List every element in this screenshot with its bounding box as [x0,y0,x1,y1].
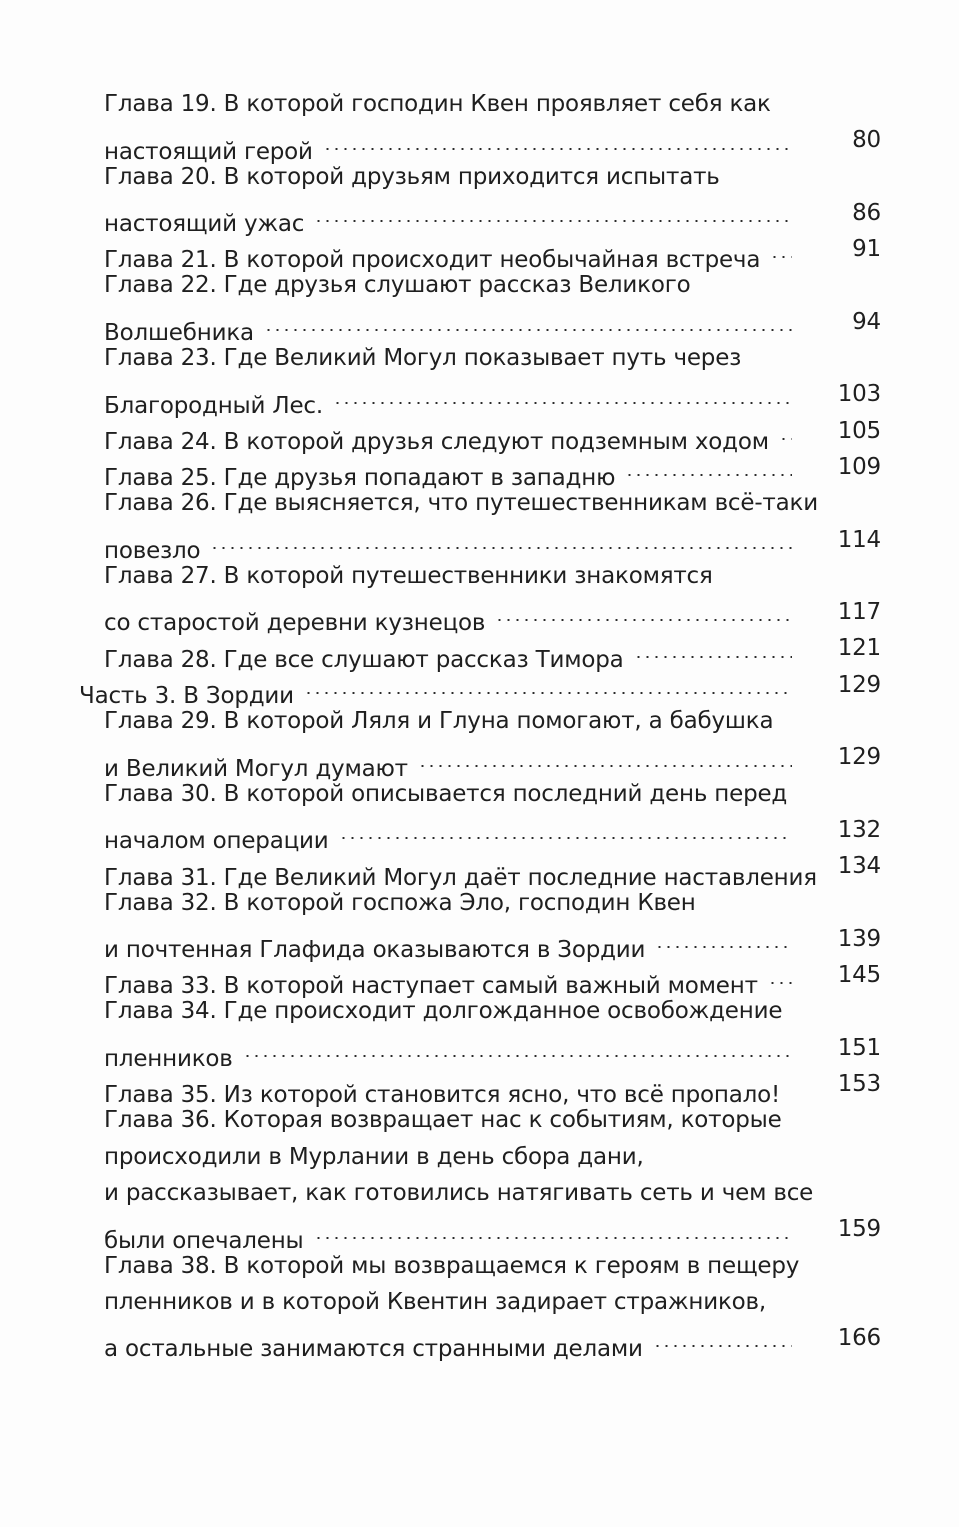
toc-chapter-entry [0,885,959,964]
table-of-contents [0,86,959,1363]
toc-entry-last-line [0,812,959,855]
toc-chapter-entry [0,1102,959,1254]
toc-chapter-entry [0,159,959,238]
toc-entry-last-line [0,1320,959,1363]
toc-entry-last-line [0,304,959,347]
toc-entry-last-line [0,921,959,964]
toc-entry-title-text: а остальные занимаются странными делами [104,1336,643,1363]
toc-entry-last-line [0,630,959,673]
toc-entry-title-text: Глава 28. Где все слушают рассказ Тимора [104,646,624,673]
toc-entry-last-line [0,449,959,492]
toc-chapter-entry [0,1066,959,1109]
toc-entry-title-text: Глава 25. Где друзья попадают в западню [104,465,616,492]
toc-entry-last-line [0,1211,959,1254]
toc-chapter-entry [0,267,959,347]
toc-dot-leader [418,739,792,775]
toc-page-number: 139 [837,925,881,952]
toc-dot-leader [304,667,792,703]
toc-dot-leader [770,231,792,267]
toc-entry-last-line [0,231,959,274]
toc-entry-last-line [0,1030,959,1073]
toc-entry-title-text: Глава 24. В которой друзья следуют подземным ходом [104,428,769,455]
toc-entry-last-line [0,413,959,455]
toc-page-number: 129 [837,744,881,771]
toc-page-number: 91 [852,236,881,263]
toc-chapter-entry [0,993,959,1073]
toc-dot-leader [243,1030,792,1066]
toc-dot-leader [323,122,792,158]
toc-entry-title-line: Глава 19. В которой господин Квен проявляет себя как [104,91,771,117]
toc-page-number: 109 [837,453,881,480]
toc-chapter-entry [0,630,959,673]
toc-chapter-entry [0,485,959,564]
toc-entry-last-line [0,1066,959,1109]
toc-page-number: 129 [837,671,881,698]
toc-entry-title-line: Глава 20. В которой друзьям приходится испытать [104,163,720,190]
toc-entry-title-text: были опечалены [104,1227,304,1254]
toc-entry-title-line: Глава 26. Где выясняется, что путешественникам всё-таки [104,490,818,517]
toc-entry-title-text: Глава 35. Из которой становится ясно, что всё пропало! [104,1082,780,1109]
toc-entry-title-text: Благородный Лес. [104,392,323,419]
toc-entry-last-line [0,376,959,419]
toc-entry-title-text: Волшебника [104,320,254,347]
toc-entry-title-line: Глава 34. Где происходит долгожданное освобождение [104,998,783,1025]
toc-entry-title-text: и Великий Могул думают [104,755,408,782]
toc-dot-leader [495,594,792,630]
toc-entry-title-text: началом операции [104,828,329,855]
toc-dot-leader [339,812,792,848]
toc-entry-title-line: Глава 29. В которой Ляля и Глуна помогают, а бабушка [104,708,774,735]
toc-dot-leader [634,630,792,666]
toc-dot-leader [314,195,792,231]
toc-dot-leader [210,522,792,558]
toc-dot-leader [625,449,792,485]
toc-page-number: 145 [837,962,881,989]
toc-dot-leader [314,1211,793,1247]
toc-chapter-entry [0,848,959,891]
toc-entry-title-text: Часть 3. В Зордии [79,683,294,710]
toc-page-number: 159 [837,1216,881,1243]
toc-entry-last-line [0,195,959,238]
toc-dot-leader [653,1320,792,1356]
toc-page-number: 103 [837,381,881,408]
toc-entry-title-text: настоящий ужас [104,211,305,238]
toc-chapter-entry [0,86,959,165]
toc-entry-title-line: Глава 32. В которой госпожа Эло, господин Квен [104,889,696,916]
toc-chapter-entry [0,1248,959,1363]
toc-page-number: 94 [852,308,881,335]
toc-entry-last-line [0,957,959,1000]
toc-entry-title-text: настоящий герой [104,138,313,165]
toc-chapter-entry [0,340,959,419]
toc-entry-title-line: Глава 27. В которой путешественники знакомятся [104,562,713,589]
toc-page-number: 153 [837,1071,881,1098]
toc-page-number: 134 [837,853,881,880]
toc-entry-last-line [0,667,959,710]
toc-entry-last-line [0,739,959,782]
toc-page-number: 86 [852,199,881,226]
toc-entry-title-text: Глава 33. В которой наступает самый важный момент [104,973,758,1000]
toc-entry-title-line: Глава 22. Где друзья слушают рассказ Великого [104,272,691,299]
toc-chapter-entry [0,703,959,782]
toc-entry-title-line: происходили в Мурлании в день сбора дани, [104,1143,644,1170]
toc-chapter-entry [0,776,959,855]
toc-page-number: 166 [837,1325,881,1352]
toc-dot-leader [264,304,792,340]
toc-dot-leader [779,413,792,449]
toc-entry-last-line [0,594,959,637]
toc-page-number: 132 [837,816,881,843]
toc-entry-title-text: пленников [104,1046,233,1073]
toc-page-number: 151 [837,1034,881,1061]
toc-page-number: 105 [837,417,881,444]
toc-page-number: 117 [837,599,881,626]
toc-chapter-entry [0,558,959,637]
toc-entry-last-line [0,848,959,891]
toc-chapter-entry [0,957,959,1000]
toc-dot-leader [333,376,792,412]
toc-page-number: 80 [852,127,881,154]
toc-entry-last-line [0,122,959,165]
toc-entry-title-line: и рассказывает, как готовились натягивать сеть и чем все [104,1179,814,1206]
toc-chapter-entry [0,413,959,455]
toc-entry-title-line: Глава 30. В которой описывается последний день перед [104,780,788,807]
toc-entry-title-line: Глава 36. Которая возвращает нас к событиям, которые [104,1107,782,1134]
toc-entry-title-line: Глава 23. Где Великий Могул показывает путь через [104,345,742,372]
toc-entry-last-line [0,522,959,564]
toc-entry-title-line: Глава 38. В которой мы возвращаемся к героям в пещеру [104,1252,800,1279]
toc-entry-title-text: со старостой деревни кузнецов [104,610,486,637]
toc-chapter-entry [0,231,959,274]
toc-page-number: 121 [837,635,881,662]
toc-dot-leader [655,921,792,957]
toc-page-number: 114 [837,526,881,553]
toc-entry-title-text: повезло [104,537,201,564]
toc-dot-leader [790,1066,792,1102]
toc-entry-title-text: и почтенная Глафида оказываются в Зордии [104,937,646,964]
toc-entry-title-text: Глава 21. В которой происходит необычайная встреча [104,247,761,274]
toc-dot-leader [768,957,792,993]
toc-part-entry [0,667,959,710]
toc-chapter-entry [0,449,959,492]
toc-entry-title-text: Глава 31. Где Великий Могул даёт последние наставления [104,864,817,891]
toc-entry-title-line: пленников и в которой Квентин задирает стражников, [104,1288,766,1315]
